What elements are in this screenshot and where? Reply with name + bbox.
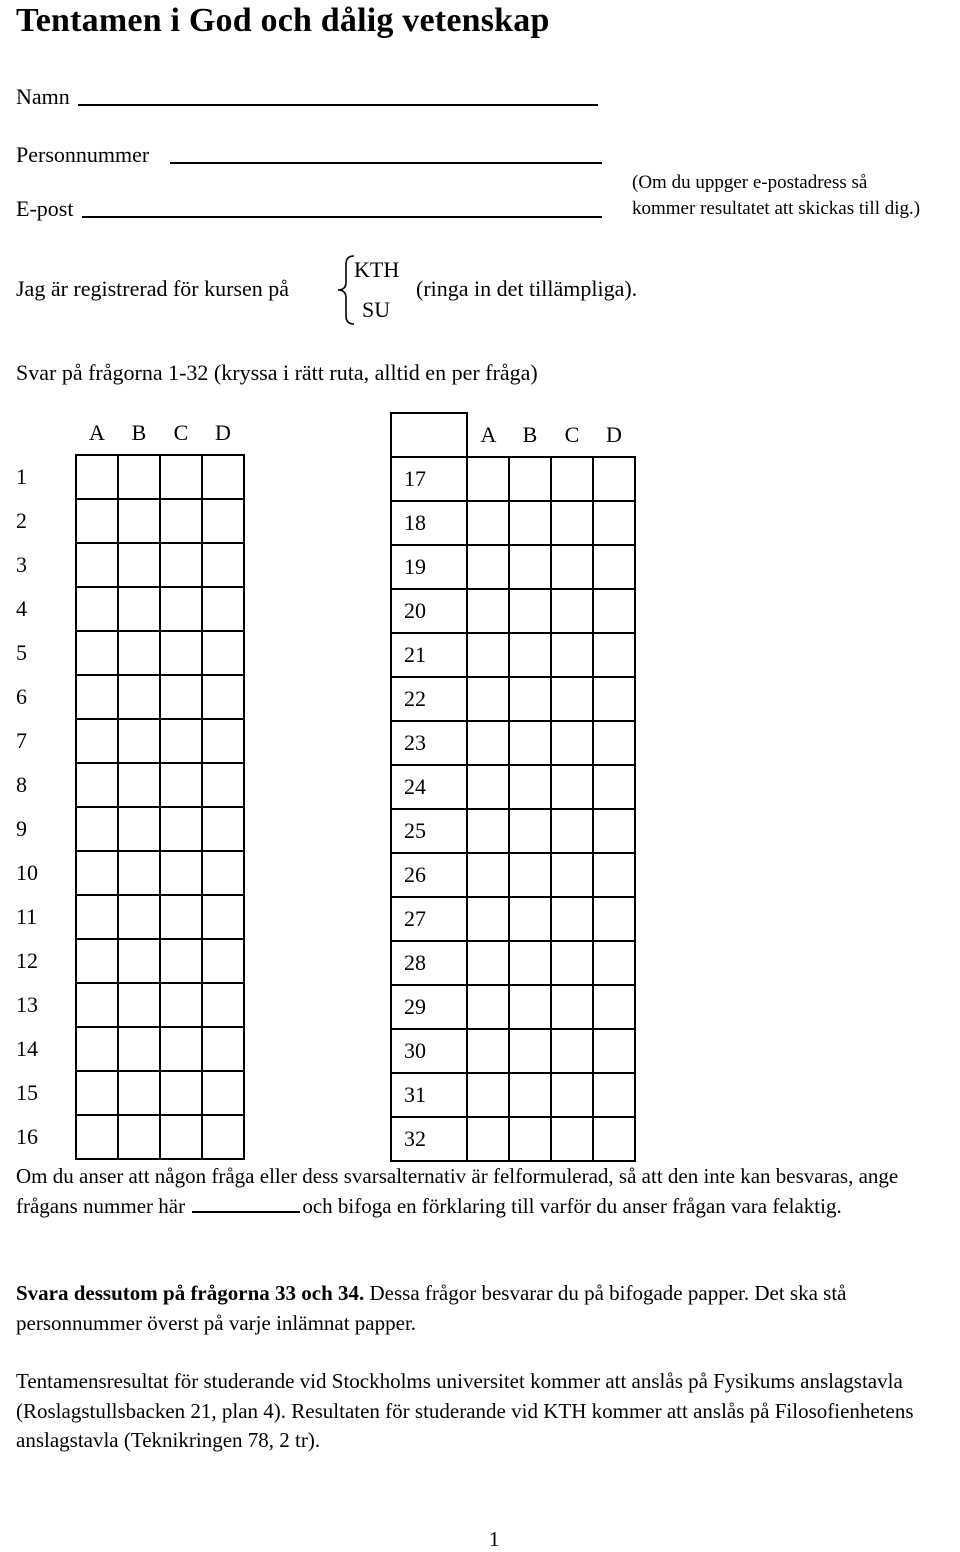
answer-row (4, 719, 244, 763)
answer-box-c[interactable] (160, 587, 202, 631)
answer-box-c[interactable] (551, 545, 593, 589)
answer-box-b[interactable] (509, 677, 551, 721)
question-number: 32 (391, 1117, 467, 1161)
answer-box-a[interactable] (467, 1073, 509, 1117)
answer-box-c[interactable] (160, 763, 202, 807)
answer-box-a[interactable] (76, 1071, 118, 1115)
answer-box-a[interactable] (467, 633, 509, 677)
answer-row (391, 589, 635, 633)
answer-box-a[interactable] (76, 719, 118, 763)
question-number: 10 (16, 860, 38, 885)
page-number: 1 (489, 1527, 500, 1551)
instruction-paragraph-2 (16, 1279, 946, 1338)
answer-box-d[interactable] (593, 941, 635, 985)
question-number: 2 (16, 508, 27, 533)
answer-box-d[interactable] (202, 719, 244, 763)
answer-box-b[interactable] (118, 807, 160, 851)
answer-row (4, 807, 244, 851)
answer-box-c[interactable] (160, 1071, 202, 1115)
answer-heading: Svar på frågorna 1-32 (kryssa i rätt ruta, alltid en per fråga) (16, 360, 538, 385)
question-number: 23 (391, 721, 467, 765)
answer-box-d[interactable] (202, 1071, 244, 1115)
answer-box-b[interactable] (509, 1117, 551, 1161)
answer-box-b[interactable] (118, 983, 160, 1027)
answer-row (391, 765, 635, 809)
answer-box-b[interactable] (509, 985, 551, 1029)
question-number: 3 (16, 552, 27, 577)
email-note-line1: (Om du uppger e-postadress så (632, 172, 868, 193)
personnummer-field-line[interactable] (170, 162, 602, 164)
answer-box-a[interactable] (76, 763, 118, 807)
answer-row (391, 677, 635, 721)
instruction-text-1a: Om du anser att någon fråga eller dess svarsalternativ är felformulerad, så att den inte kan besvaras, ange frågans nummer här (16, 1164, 899, 1218)
answer-box-a[interactable] (467, 853, 509, 897)
answer-box-d[interactable] (593, 897, 635, 941)
answer-grid-right (390, 412, 636, 1162)
answer-row (4, 455, 244, 499)
answer-box-c[interactable] (551, 501, 593, 545)
answer-row (391, 1029, 635, 1073)
answer-box-c[interactable] (160, 543, 202, 587)
column-header-a: A (89, 420, 105, 445)
answer-box-d[interactable] (593, 589, 635, 633)
answer-box-a[interactable] (76, 1115, 118, 1159)
question-number: 4 (16, 596, 27, 621)
answer-box-b[interactable] (118, 763, 160, 807)
answer-box-c[interactable] (160, 719, 202, 763)
answer-box-c[interactable] (551, 589, 593, 633)
column-header-d: D (606, 421, 622, 447)
answer-box-d[interactable] (202, 1115, 244, 1159)
instruction-paragraph-1 (16, 1162, 946, 1221)
answer-box-c[interactable] (551, 941, 593, 985)
answer-box-c[interactable] (551, 897, 593, 941)
answer-box-a[interactable] (76, 631, 118, 675)
answer-box-a[interactable] (76, 587, 118, 631)
registration-label: Jag är registrerad för kursen på (16, 276, 290, 301)
answer-row (4, 543, 244, 587)
answer-row (4, 1027, 244, 1071)
answer-box-b[interactable] (118, 719, 160, 763)
email-field-line[interactable] (82, 216, 602, 218)
column-header-a: A (480, 421, 497, 447)
answer-box-a[interactable] (467, 457, 509, 501)
answer-row (391, 809, 635, 853)
answer-box-b[interactable] (509, 633, 551, 677)
answer-box-b[interactable] (509, 589, 551, 633)
answer-box-d[interactable] (202, 1027, 244, 1071)
question-number: 29 (391, 985, 467, 1029)
answer-row (391, 501, 635, 545)
answer-box-c[interactable] (160, 983, 202, 1027)
answer-box-b[interactable] (509, 853, 551, 897)
answer-box-b[interactable] (509, 897, 551, 941)
answer-box-b[interactable] (509, 941, 551, 985)
answer-box-b[interactable] (509, 457, 551, 501)
answer-box-d[interactable] (593, 677, 635, 721)
answer-box-b[interactable] (118, 675, 160, 719)
answer-box-a[interactable] (76, 807, 118, 851)
answer-box-c[interactable] (551, 1117, 593, 1161)
exam-title: Tentamen i God och dålig vetenskap (16, 2, 550, 39)
question-number: 20 (391, 589, 467, 633)
brace-icon (334, 254, 356, 326)
name-field-line[interactable] (78, 104, 598, 106)
answer-box-d[interactable] (593, 853, 635, 897)
question-number: 12 (16, 948, 38, 973)
answer-box-b[interactable] (118, 1027, 160, 1071)
email-label: E-post (16, 196, 74, 221)
answer-row (4, 499, 244, 543)
question-number: 11 (16, 904, 38, 929)
answer-box-d[interactable] (593, 457, 635, 501)
registration-hint: (ringa in det tillämpliga). (416, 276, 638, 301)
question-number: 6 (16, 684, 27, 709)
column-header-d: D (215, 420, 231, 445)
question-number: 31 (391, 1073, 467, 1117)
question-number: 14 (16, 1036, 38, 1061)
answer-row (4, 587, 244, 631)
answer-box-b[interactable] (509, 1029, 551, 1073)
answer-box-c[interactable] (551, 853, 593, 897)
answer-box-b[interactable] (509, 545, 551, 589)
left-grid-header-row (4, 412, 244, 455)
answer-box-d[interactable] (202, 499, 244, 543)
answer-box-d[interactable] (593, 1029, 635, 1073)
name-label: Namn (16, 84, 70, 109)
question-number: 9 (16, 816, 27, 841)
answer-box-d[interactable] (202, 851, 244, 895)
answer-box-a[interactable] (467, 721, 509, 765)
answer-box-d[interactable] (593, 545, 635, 589)
answer-box-d[interactable] (593, 1073, 635, 1117)
answer-box-a[interactable] (76, 851, 118, 895)
answer-box-c[interactable] (551, 677, 593, 721)
answer-box-b[interactable] (118, 851, 160, 895)
answer-box-a[interactable] (467, 501, 509, 545)
question-number: 28 (391, 941, 467, 985)
answer-box-c[interactable] (160, 807, 202, 851)
answer-row (4, 851, 244, 895)
answer-box-d[interactable] (202, 543, 244, 587)
answer-box-a[interactable] (467, 897, 509, 941)
question-number: 13 (16, 992, 38, 1017)
answer-box-b[interactable] (118, 543, 160, 587)
question-number: 27 (391, 897, 467, 941)
answer-row (4, 631, 244, 675)
answer-box-d[interactable] (202, 587, 244, 631)
question-number: 21 (391, 633, 467, 677)
answer-row (391, 457, 635, 501)
answer-box-c[interactable] (160, 1027, 202, 1071)
answer-box-b[interactable] (509, 501, 551, 545)
answer-box-d[interactable] (202, 807, 244, 851)
answer-box-b[interactable] (118, 455, 160, 499)
instruction-text-2-rest: Dessa frågor besvarar du på bifogade papper. Det ska stå personnummer överst på varje inlämnat papper. (16, 1281, 847, 1335)
answer-box-d[interactable] (593, 1117, 635, 1161)
answer-row (391, 1073, 635, 1117)
answer-box-d[interactable] (202, 983, 244, 1027)
answer-box-b[interactable] (118, 631, 160, 675)
option-kth[interactable]: KTH (354, 257, 400, 282)
header-empty-cell (4, 412, 76, 455)
answer-box-d[interactable] (202, 939, 244, 983)
answer-box-d[interactable] (593, 633, 635, 677)
answer-box-d[interactable] (202, 631, 244, 675)
answer-row (4, 763, 244, 807)
answer-box-a[interactable] (76, 675, 118, 719)
question-number-field[interactable] (192, 1211, 300, 1213)
answer-box-b[interactable] (118, 1071, 160, 1115)
question-number: 22 (391, 677, 467, 721)
question-number: 17 (391, 457, 467, 501)
answer-box-c[interactable] (551, 809, 593, 853)
answer-row (391, 545, 635, 589)
answer-row (391, 897, 635, 941)
question-number: 16 (16, 1124, 38, 1149)
answer-row (391, 985, 635, 1029)
answer-box-c[interactable] (551, 1029, 593, 1073)
answer-box-b[interactable] (509, 721, 551, 765)
email-note-line2: kommer resultatet att skickas till dig.) (632, 198, 921, 219)
answer-box-d[interactable] (593, 721, 635, 765)
answer-box-a[interactable] (76, 895, 118, 939)
answer-box-d[interactable] (202, 895, 244, 939)
right-grid-header-row (391, 413, 635, 457)
answer-box-c[interactable] (160, 455, 202, 499)
answer-box-d[interactable] (202, 455, 244, 499)
answer-box-c[interactable] (551, 1073, 593, 1117)
answer-box-b[interactable] (509, 1073, 551, 1117)
answer-box-d[interactable] (202, 763, 244, 807)
answer-box-a[interactable] (467, 1117, 509, 1161)
personnummer-label: Personnummer (16, 142, 150, 167)
answer-box-d[interactable] (593, 501, 635, 545)
answer-box-a[interactable] (76, 983, 118, 1027)
answer-row (4, 675, 244, 719)
question-number: 5 (16, 640, 27, 665)
answer-box-c[interactable] (551, 457, 593, 501)
column-header-c: C (173, 420, 189, 445)
answer-box-d[interactable] (202, 675, 244, 719)
answer-box-c[interactable] (160, 1115, 202, 1159)
answer-box-c[interactable] (160, 939, 202, 983)
column-header-c: C (564, 421, 580, 447)
question-number: 8 (16, 772, 27, 797)
question-number: 24 (391, 765, 467, 809)
answer-box-a[interactable] (467, 765, 509, 809)
answer-box-a[interactable] (467, 1029, 509, 1073)
answer-box-b[interactable] (118, 895, 160, 939)
answer-box-b[interactable] (118, 1115, 160, 1159)
question-number: 19 (391, 545, 467, 589)
answer-row (391, 633, 635, 677)
answer-box-c[interactable] (551, 721, 593, 765)
instruction-paragraph-3: Tentamensresultat för studerande vid Stockholms universitet kommer att anslås på Fysikums anslagstavla (Roslagstullsbacken 21, plan 4). Resultaten för studerande vid KTH kommer att anslås på Filosofienhetens anslagstavla (Teknikringen 78, 2 tr). (16, 1369, 914, 1452)
answer-box-c[interactable] (160, 499, 202, 543)
question-number: 15 (16, 1080, 38, 1105)
answer-box-a[interactable] (76, 543, 118, 587)
answer-row (391, 721, 635, 765)
answer-box-a[interactable] (467, 941, 509, 985)
answer-row (4, 895, 244, 939)
question-number: 30 (391, 1029, 467, 1073)
answer-box-c[interactable] (160, 851, 202, 895)
column-header-b: B (522, 421, 538, 447)
answer-row (391, 941, 635, 985)
option-su[interactable]: SU (362, 297, 391, 322)
question-number: 7 (16, 728, 27, 753)
answer-box-a[interactable] (467, 677, 509, 721)
answer-box-a[interactable] (76, 1027, 118, 1071)
instruction-text-2-bold: Svara dessutom på frågorna 33 och 34. (16, 1281, 365, 1305)
answer-box-c[interactable] (160, 895, 202, 939)
answer-box-c[interactable] (551, 985, 593, 1029)
question-number: 26 (391, 853, 467, 897)
answer-box-d[interactable] (593, 985, 635, 1029)
answer-box-a[interactable] (467, 545, 509, 589)
answer-box-c[interactable] (551, 765, 593, 809)
answer-box-d[interactable] (593, 809, 635, 853)
answer-box-b[interactable] (118, 499, 160, 543)
answer-box-a[interactable] (76, 939, 118, 983)
answer-box-a[interactable] (76, 455, 118, 499)
instruction-text-1b: och bifoga en förklaring till varför du anser frågan vara felaktig. (302, 1193, 842, 1218)
answer-box-d[interactable] (593, 765, 635, 809)
answer-row (4, 983, 244, 1027)
answer-box-b[interactable] (118, 939, 160, 983)
answer-box-b[interactable] (509, 765, 551, 809)
answer-row (4, 1071, 244, 1115)
answer-row (4, 939, 244, 983)
answer-box-a[interactable] (467, 589, 509, 633)
header-empty-cell (391, 413, 467, 457)
answer-box-c[interactable] (551, 633, 593, 677)
column-header-b: B (131, 420, 147, 445)
answer-box-c[interactable] (160, 631, 202, 675)
answer-box-c[interactable] (160, 675, 202, 719)
answer-box-a[interactable] (76, 499, 118, 543)
answer-box-a[interactable] (467, 985, 509, 1029)
question-number: 1 (16, 464, 27, 489)
question-number: 25 (391, 809, 467, 853)
question-number: 18 (391, 501, 467, 545)
answer-box-b[interactable] (509, 809, 551, 853)
answer-row (391, 1117, 635, 1161)
answer-row (4, 1115, 244, 1159)
answer-box-a[interactable] (467, 809, 509, 853)
answer-box-b[interactable] (118, 587, 160, 631)
answer-row (391, 853, 635, 897)
answer-grid-left (4, 412, 245, 1160)
